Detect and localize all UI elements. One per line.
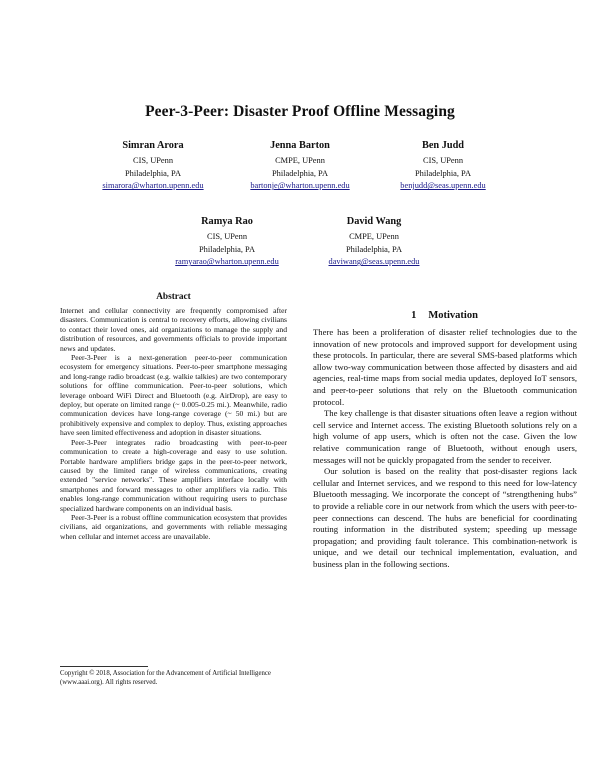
author-location: Philadelphia, PA (346, 244, 402, 254)
author-name: Simran Arora (122, 140, 184, 151)
body-paragraph: Our solution is based on the reality that post-disaster regions lack cellular and Internet services, and we respond to this need for low-latency Bluetooth messaging. We incorporate the concept of “strengthening hubs” to provide a reliable core in our network from which the users with peer-to-peer connections can descend. The hubs are beneficial for coordinating routing information in the distributed system; speeding up message propagation; and providing fault tolerance. This combination-network is unique, and we detail our technical implementation, evaluation, and business plan in the following sections. (313, 466, 577, 569)
author-email-link[interactable]: ramyarao@wharton.upenn.edu (175, 257, 279, 267)
author-location: Philadelphia, PA (415, 168, 471, 178)
author-block (152, 215, 302, 269)
copyright-footnote: Copyright © 2018, Association for the Advancement of Artificial Intelligence (www.aaai.org). All rights reserved. (60, 670, 271, 686)
author-location: Philadelphia, PA (125, 168, 181, 178)
author-location: Philadelphia, PA (272, 168, 328, 178)
abstract-paragraph: Peer-3-Peer is a next-generation peer-to-peer communication ecosystem for emergency situations. Peer-to-peer smartphone messaging and long-range radio broadcast (e.g. walkie talkies) are two contemporary solutions for offline communication. Peer-to-peer solutions, which leverage onboard WiFi Direct and Bluetooth (e.g. AirDrop), are easy to deploy, but operate on limited range (~ 0.005-0.25 mi.). Meanwhile, radio communication devices have long-range coverage (~ 50 mi.) but are prohibitively expensive and complex to deploy. Thus, existing approaches have seen limited effectiveness and adoption in disaster situations. (60, 353, 287, 438)
abstract-paragraph: Peer-3-Peer is a robust offline communication ecosystem that provides civilians, aid organizations, and governments with reliable messaging when cellular and internet access are unavailable. (60, 512, 287, 541)
author-affiliation: CMPE, UPenn (349, 232, 399, 241)
abstract-paragraph: Internet and cellular connectivity are frequently compromised after disasters. Communication is central to recovery efforts, allowing civilians to contact their loved ones, aid organizations to manage the supply and distribution of resources, and governments officials to provide important news and updates. (60, 306, 287, 353)
paper-title: Peer-3-Peer: Disaster Proof Offline Messaging (145, 103, 455, 120)
abstract-heading: Abstract (156, 292, 191, 302)
author-affiliation: CIS, UPenn (422, 156, 464, 165)
author-email-link[interactable]: bartonje@wharton.upenn.edu (250, 181, 350, 191)
section-body (313, 327, 577, 570)
author-location: Philadelphia, PA (199, 244, 255, 254)
section-number: 1 (411, 310, 417, 321)
author-name: Jenna Barton (270, 140, 330, 151)
author-block (225, 139, 375, 193)
abstract-body (60, 306, 287, 541)
author-affiliation: CIS, UPenn (132, 156, 174, 165)
author-block (78, 139, 228, 193)
author-name: David Wang (346, 216, 402, 227)
author-block (368, 139, 518, 193)
author-block (299, 215, 449, 269)
abstract-paragraph: Peer-3-Peer integrates radio broadcasting with peer-to-peer communication to create a high-coverage and easy to use solution. Portable hardware amplifiers bridge gaps in the peer-to-peer network, caused by the limited range of wireless communications, creating extended "service networks". These amplifiers interface locally with smartphones and forward messages to other amplifiers via radio. This enables long-range communication without requiring users to purchase specialized hardware components on an individual basis. (60, 437, 287, 513)
author-name: Ben Judd (421, 140, 465, 151)
author-affiliation: CMPE, UPenn (275, 156, 325, 165)
body-paragraph: There has been a proliferation of disaster relief technologies due to the innovation of new protocols and improved support for development using these protocols. In particular, there are several SMS-based platforms which allow two-way communication between those affected by disasters and aid agencies, real-time maps from social media updates, deployed IoT sensors, and peer-to-peer solutions that rely on the Bluetooth communication protocol. (313, 327, 577, 407)
section-heading (313, 310, 576, 321)
author-email-link[interactable]: benjudd@seas.upenn.edu (400, 181, 486, 191)
footnote-divider (60, 666, 148, 667)
body-paragraph: The key challenge is that disaster situations often leave a region without cell service and Internet access. The existing Bluetooth solutions rely on a high volume of app users, which is often not the case. Given the low relative communication range of Bluetooth, without enough users, messages will not be quickly propagated from the sender to receiver. (313, 408, 577, 465)
author-email-link[interactable]: daviwang@seas.upenn.edu (328, 257, 420, 267)
section-title: Motivation (428, 310, 478, 321)
author-email-link[interactable]: simarora@wharton.upenn.edu (102, 181, 204, 191)
author-name: Ramya Rao (201, 216, 253, 227)
author-affiliation: CIS, UPenn (206, 232, 248, 241)
